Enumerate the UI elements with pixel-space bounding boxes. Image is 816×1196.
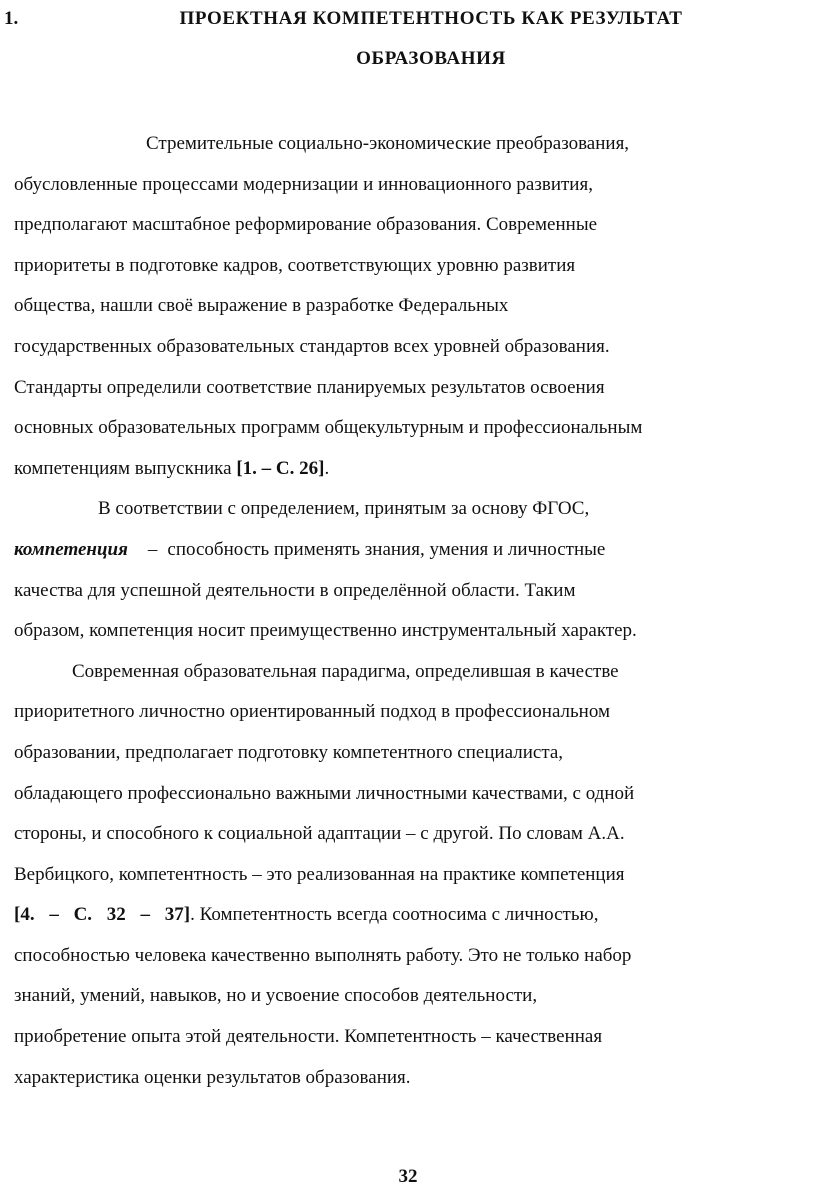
defined-term: компетенция — [14, 538, 128, 560]
paragraph-3-reference-line — [14, 895, 804, 936]
sentence-end: . — [324, 457, 330, 479]
section-number: 1. — [4, 8, 19, 29]
definition-dash: – — [147, 538, 158, 560]
paragraph-3-line: образовании, предполагает подготовку компетентного специалиста, — [14, 741, 564, 763]
paragraph-1-last-line — [14, 449, 804, 490]
paragraph-1-line: приоритеты в подготовке кадров, соответствующих уровню развития — [14, 254, 576, 276]
paragraph-2-definition-line — [14, 530, 804, 571]
paragraph-2-line: образом, компетенция носит преимущественно инструментальный характер. — [14, 620, 637, 642]
paragraph-1-line: Стандарты определили соответствие планируемых результатов освоения — [14, 376, 605, 398]
paragraph-3-line: приоритетного личностно ориентированный подход в профессиональном — [14, 701, 611, 723]
paragraph-3-line: обладающего профессионально важными личностными качествами, с одной — [14, 782, 635, 804]
paragraph-1-line: предполагают масштабное реформирование образования. Современные — [14, 214, 598, 236]
paragraph-1-line: государственных образовательных стандартов всех уровней образования. — [14, 335, 610, 357]
paragraph-3-line: Вербицкого, компетентность – это реализованная на практике компетенция — [14, 863, 625, 885]
paragraph-3-line: Современная образовательная парадигма, определившая в качестве — [72, 660, 619, 682]
citation-reference: [1. – С. 26] — [236, 457, 325, 479]
paragraph-3-line: приобретение опыта этой деятельности. Компетентность – качественная — [14, 1026, 603, 1048]
paragraph-1-line: основных образовательных программ общекультурным и профессиональным — [14, 417, 643, 439]
paragraph-1-last-text: компетенциям выпускника — [14, 457, 237, 479]
paragraph-3-line: стороны, и способного к социальной адаптации – с другой. По словам А.А. — [14, 823, 625, 845]
paragraph-1-line: общества, нашли своё выражение в разработке Федеральных — [14, 295, 509, 317]
section-title-line-1: ПРОЕКТНАЯ КОМПЕТЕНТНОСТЬ КАК РЕЗУЛЬТАТ — [179, 8, 683, 29]
citation-reference: [4. – С. 32 – 37] — [14, 904, 191, 926]
paragraph-1-line: обусловленные процессами модернизации и инновационного развития, — [14, 173, 593, 195]
definition-text: способность применять знания, умения и личностные — [167, 538, 606, 560]
page-number: 32 — [398, 1166, 418, 1187]
paragraph-3-line: знаний, умений, навыков, но и усвоение способов деятельности, — [14, 985, 538, 1007]
body-text — [14, 124, 804, 1098]
section-title-line-2: ОБРАЗОВАНИЯ — [356, 48, 506, 69]
paragraph-2-line: качества для успешной деятельности в определённой области. Таким — [14, 579, 576, 601]
reference-line-text: . Компетентность всегда соотносима с личностью, — [190, 904, 599, 926]
paragraph-3-line: характеристика оценки результатов образования. — [14, 1066, 411, 1088]
paragraph-3-line: способностью человека качественно выполнять работу. Это не только набор — [14, 944, 632, 966]
paragraph-1-line: Стремительные социально-экономические преобразования, — [146, 133, 630, 154]
paragraph-2-line: В соответствии с определением, принятым за основу ФГОС, — [98, 498, 590, 520]
